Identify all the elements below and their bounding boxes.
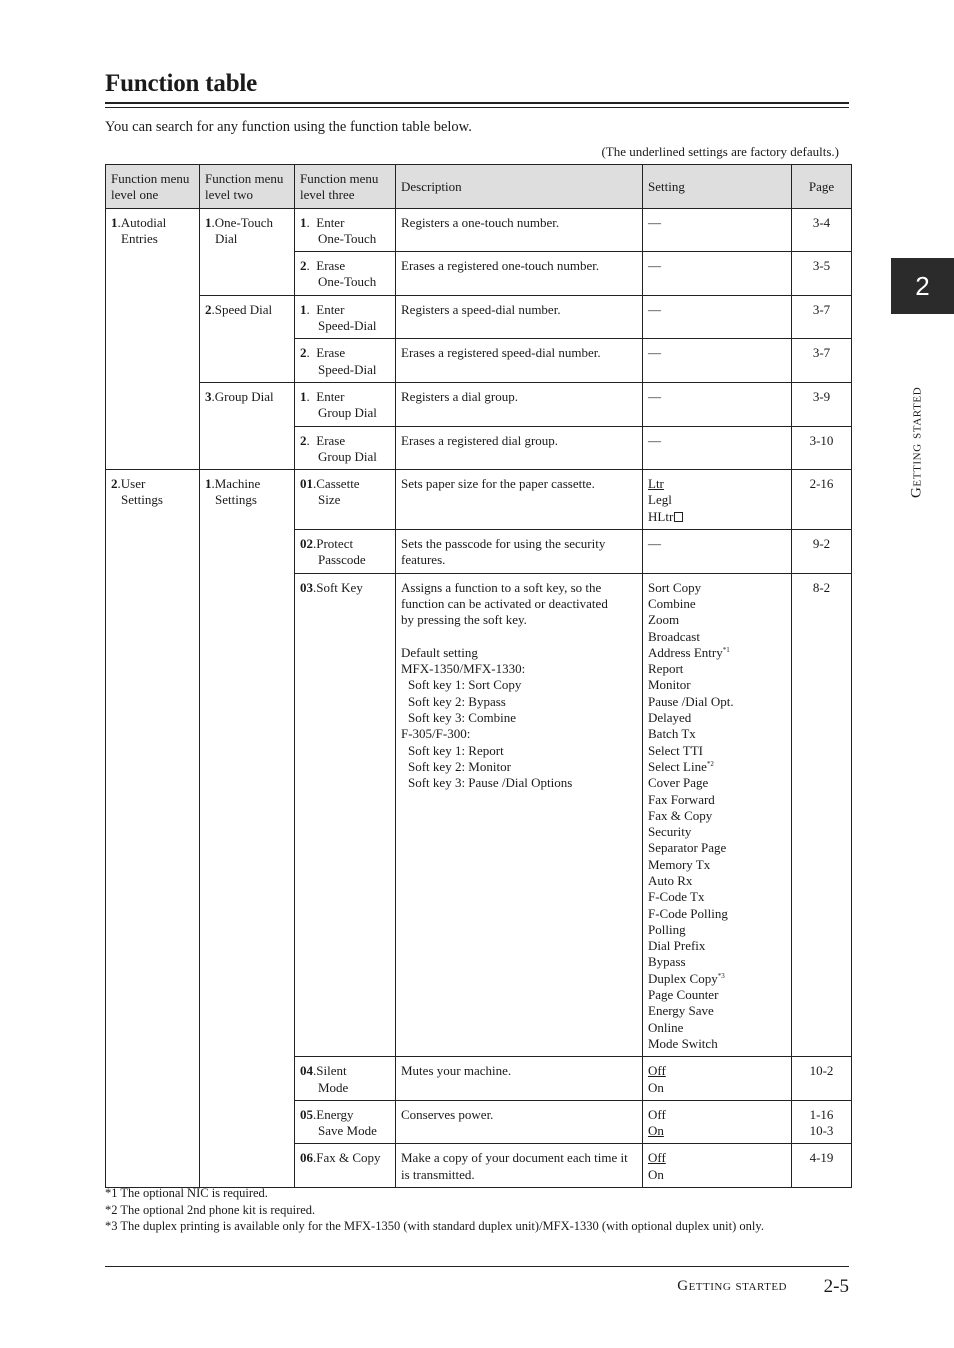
level-three-cell: 03.Soft Key	[295, 573, 396, 1057]
setting-option: Security	[648, 824, 692, 840]
description-cell: Mutes your machine.	[396, 1057, 643, 1101]
setting-option: Legl	[648, 492, 672, 508]
level-three-cell: 05.Energy Save Mode	[295, 1100, 396, 1144]
footnote-mark: *2	[706, 759, 714, 768]
setting-option: Energy Save	[648, 1003, 714, 1019]
title-rule-thick	[105, 102, 849, 104]
title-rule-thin	[105, 107, 849, 108]
header-level-three: Function menu level three	[295, 165, 396, 209]
table-row	[106, 470, 852, 530]
description-cell: Sets paper size for the paper cassette.	[396, 470, 643, 530]
level-two-one-touch: 1.One-Touch Dial	[200, 208, 295, 252]
footer-page-number: 2-5	[823, 1276, 849, 1297]
footnote: *2 The optional 2nd phone kit is required.	[105, 1202, 316, 1217]
setting-option: Online	[648, 1019, 684, 1035]
table-row	[106, 295, 852, 339]
setting-option: On	[648, 1166, 664, 1182]
header-description: Description	[396, 165, 643, 209]
setting-option: On	[648, 1079, 664, 1095]
setting-option: On	[648, 1123, 664, 1139]
setting-option: Batch Tx	[648, 726, 696, 742]
description-cell: Conserves power.	[396, 1100, 643, 1144]
level-one-user-settings: 2.User Settings	[106, 470, 200, 530]
setting-option: Off	[648, 1106, 666, 1122]
level-three-cell: 1. Enter Group Dial	[295, 382, 396, 426]
setting-option: Dial Prefix	[648, 938, 706, 954]
table-row	[106, 573, 852, 1057]
setting-option: Select Line$^{*2}$	[648, 758, 714, 774]
setting-cell	[643, 470, 792, 530]
setting-cell: —	[643, 252, 792, 296]
table-row	[106, 426, 852, 470]
setting-cell: —	[643, 382, 792, 426]
setting-option: HLtr	[648, 508, 674, 524]
footnote-mark: *1	[722, 645, 730, 654]
level-two-machine-settings: 1.Machine Settings	[200, 470, 295, 530]
header-page: Page	[792, 165, 852, 209]
setting-cell: —	[643, 295, 792, 339]
footer-rule	[105, 1266, 849, 1267]
setting-option: Off	[648, 1150, 666, 1166]
side-chapter-label: Getting started	[908, 386, 925, 498]
setting-option: Sort Copy	[648, 579, 702, 595]
setting-option: Broadcast	[648, 628, 700, 644]
page-cell: 3-4	[792, 208, 852, 252]
setting-cell: —	[643, 530, 792, 574]
page-cell: 3-10	[792, 426, 852, 470]
page-cell: 3-5	[792, 252, 852, 296]
setting-option: F-Code Polling	[648, 905, 728, 921]
level-three-cell: 2. Erase Group Dial	[295, 426, 396, 470]
setting-option: Fax Forward	[648, 791, 715, 807]
table-row	[106, 1100, 852, 1144]
footnotes	[105, 1185, 764, 1235]
page-cell: 4-19	[792, 1144, 852, 1188]
setting-option: Combine	[648, 595, 696, 611]
setting-option: Address Entry$^{*1}$	[648, 644, 730, 660]
table-row	[106, 1144, 852, 1188]
level-one-autodial: 1.Autodial Entries	[106, 208, 200, 252]
table-row	[106, 252, 852, 296]
function-table	[105, 164, 852, 1188]
setting-option: Mode Switch	[648, 1035, 718, 1051]
level-three-cell: 04.Silent Mode	[295, 1057, 396, 1101]
footnote: *3 The duplex printing is available only for the MFX-1350 (with standard duplex unit)/MFX-1330 (with optional duplex unit) only.	[105, 1219, 764, 1233]
footer-section-title: Getting started	[677, 1278, 787, 1294]
setting-cell	[643, 573, 792, 1057]
setting-option: Memory Tx	[648, 856, 711, 872]
page-cell: 1-16 10-3	[792, 1100, 852, 1144]
description-cell: Registers a one-touch number.	[396, 208, 643, 252]
setting-cell	[643, 1057, 792, 1101]
level-three-cell: 01.Cassette Size	[295, 470, 396, 530]
description-cell: Assigns a function to a soft key, so the function can be activated or deactivated by pressing the soft key. Default setting MFX-1350/MFX-1330: Soft key 1: Sort Copy Soft key 2: Bypass Soft key 3: Combine F-305/F-300: Soft key 1: Report Soft key 2: Monitor Soft key 3: Pause /Dial Options	[396, 573, 643, 1057]
page-cell: 8-2	[792, 573, 852, 1057]
level-three-cell: 02.Protect Passcode	[295, 530, 396, 574]
description-cell: Sets the passcode for using the security features.	[396, 530, 643, 574]
table-row	[106, 530, 852, 574]
page-title: Function table	[105, 70, 258, 97]
description-cell: Erases a registered speed-dial number.	[396, 339, 643, 383]
description-cell: Erases a registered dial group.	[396, 426, 643, 470]
description-cell: Make a copy of your document each time it is transmitted.	[396, 1144, 643, 1188]
setting-option: Pause /Dial Opt.	[648, 693, 734, 709]
setting-option: Page Counter	[648, 987, 719, 1003]
page-cell: 3-7	[792, 295, 852, 339]
setting-option: Fax & Copy	[648, 807, 713, 823]
setting-option: Cover Page	[648, 775, 709, 791]
table-row	[106, 1057, 852, 1101]
setting-option: F-Code Tx	[648, 889, 705, 905]
setting-option: Select TTI	[648, 742, 703, 758]
level-three-cell: 06.Fax & Copy	[295, 1144, 396, 1188]
setting-option: Duplex Copy$^{*3}$	[648, 970, 725, 986]
footnote-mark: *3	[717, 971, 725, 980]
setting-cell: —	[643, 339, 792, 383]
table-row	[106, 339, 852, 383]
table-row	[106, 208, 852, 252]
level-three-cell: 1. Enter Speed-Dial	[295, 295, 396, 339]
page-cell: 2-16	[792, 470, 852, 530]
page-cell: 9-2	[792, 530, 852, 574]
setting-cell: —	[643, 426, 792, 470]
setting-option: Ltr	[648, 476, 664, 492]
level-three-cell: 1. Enter One-Touch	[295, 208, 396, 252]
table-header-row	[106, 165, 852, 209]
level-three-cell: 2. Erase One-Touch	[295, 252, 396, 296]
setting-option: Separator Page	[648, 840, 727, 856]
header-setting: Setting	[643, 165, 792, 209]
setting-option: Delayed	[648, 710, 692, 726]
header-level-two: Function menu level two	[200, 165, 295, 209]
chapter-tab: 2	[891, 258, 954, 314]
footnote: *1 The optional NIC is required.	[105, 1186, 268, 1200]
setting-cell: —	[643, 208, 792, 252]
page-cell: 10-2	[792, 1057, 852, 1101]
setting-cell	[643, 1100, 792, 1144]
page-cell: 3-9	[792, 382, 852, 426]
intro-text: You can search for any function using the function table below.	[105, 119, 472, 135]
description-cell: Erases a registered one-touch number.	[396, 252, 643, 296]
header-level-one: Function menu level one	[106, 165, 200, 209]
page-cell: 3-7	[792, 339, 852, 383]
setting-option: Auto Rx	[648, 872, 693, 888]
setting-option: Zoom	[648, 612, 680, 628]
table-row	[106, 382, 852, 426]
description-cell: Registers a speed-dial number.	[396, 295, 643, 339]
level-two-speed-dial: 2.Speed Dial	[200, 295, 295, 339]
setting-option: Bypass	[648, 954, 686, 970]
setting-option: Polling	[648, 921, 686, 937]
setting-cell	[643, 1144, 792, 1188]
setting-option: Report	[648, 661, 684, 677]
defaults-note: (The underlined settings are factory defaults.)	[601, 144, 839, 159]
level-two-group-dial: 3.Group Dial	[200, 382, 295, 426]
level-three-cell: 2. Erase Speed-Dial	[295, 339, 396, 383]
description-cell: Registers a dial group.	[396, 382, 643, 426]
setting-option: Off	[648, 1063, 666, 1079]
setting-option: Monitor	[648, 677, 691, 693]
landscape-paper-icon	[674, 512, 683, 522]
